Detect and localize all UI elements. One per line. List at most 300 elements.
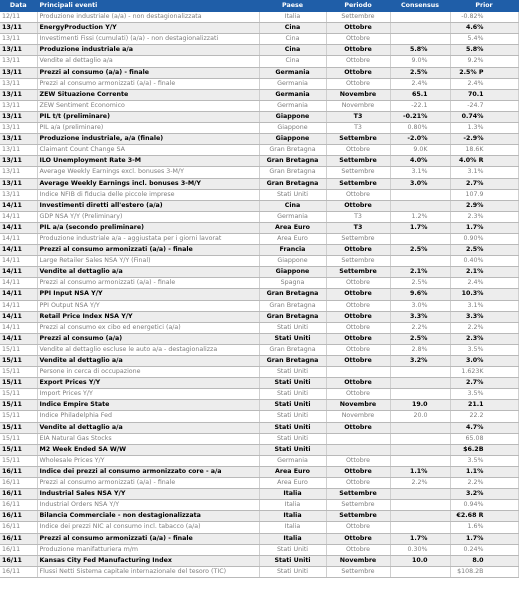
cell-consensus: 2.2% <box>390 322 450 333</box>
cell-period: Ottobre <box>326 189 390 200</box>
cell-date: 13/11 <box>0 34 37 45</box>
table-row <box>0 200 518 211</box>
cell-country: Stati Uniti <box>259 400 326 411</box>
table-row <box>0 411 518 422</box>
header-country: Paese <box>259 1 326 12</box>
cell-period: Settembre <box>326 500 390 511</box>
cell-period: Ottobre <box>326 200 390 211</box>
cell-event: Vendite al dettaglio escluse le auto a/a - destagionalizza <box>37 344 259 355</box>
cell-country: Stati Uniti <box>259 367 326 378</box>
cell-date: 15/11 <box>0 367 37 378</box>
cell-period: Settembre <box>326 566 390 577</box>
table-row <box>0 289 518 300</box>
table-row <box>0 256 518 267</box>
cell-period: Settembre <box>326 511 390 522</box>
cell-consensus: 10.0 <box>390 555 450 566</box>
cell-period: Novembre <box>326 89 390 100</box>
cell-event: Prezzi al consumo armonizzati (a/a) - finale <box>37 245 259 256</box>
cell-date: 13/11 <box>0 167 37 178</box>
cell-event: Indice dei prezzi NIC al consumo incl. tabacco (a/a) <box>37 522 259 533</box>
cell-country: Germania <box>259 100 326 111</box>
table-row <box>0 455 518 466</box>
table-row <box>0 478 518 489</box>
cell-event: Retail Price Index NSA Y/Y <box>37 311 259 322</box>
cell-period: Ottobre <box>326 245 390 256</box>
table-body <box>0 12 518 578</box>
cell-date: 12/11 <box>0 12 37 23</box>
cell-country: Italia <box>259 522 326 533</box>
cell-date: 15/11 <box>0 356 37 367</box>
cell-consensus: 1.1% <box>390 466 450 477</box>
cell-country: Stati Uniti <box>259 411 326 422</box>
table-row <box>0 400 518 411</box>
cell-event: EIA Natural Gas Stocks <box>37 433 259 444</box>
cell-consensus: 2.5% <box>390 333 450 344</box>
cell-date: 15/11 <box>0 422 37 433</box>
cell-prior: 2.9% <box>450 200 518 211</box>
cell-consensus: 4.0% <box>390 156 450 167</box>
cell-prior: 22.2 <box>450 411 518 422</box>
cell-consensus: 1.7% <box>390 533 450 544</box>
cell-consensus <box>390 378 450 389</box>
header-date: Data <box>0 1 37 12</box>
cell-event: Indice Empire State <box>37 400 259 411</box>
cell-date: 15/11 <box>0 444 37 455</box>
cell-date: 16/11 <box>0 511 37 522</box>
cell-date: 14/11 <box>0 256 37 267</box>
cell-event: ZEW Sentiment Economico <box>37 100 259 111</box>
cell-consensus: 5.8% <box>390 45 450 56</box>
table-row <box>0 555 518 566</box>
cell-event: Bilancia Commerciale - non destagionalizzata <box>37 511 259 522</box>
cell-country: Gran Bretagna <box>259 145 326 156</box>
cell-period: Ottobre <box>326 455 390 466</box>
header-consensus: Consensus <box>390 1 450 12</box>
cell-date: 13/11 <box>0 189 37 200</box>
cell-date: 13/11 <box>0 123 37 134</box>
table-row <box>0 267 518 278</box>
cell-date: 16/11 <box>0 544 37 555</box>
table-row <box>0 533 518 544</box>
cell-date: 16/11 <box>0 533 37 544</box>
cell-country: Cina <box>259 34 326 45</box>
cell-prior: 1.7% <box>450 222 518 233</box>
cell-prior: 0.74% <box>450 111 518 122</box>
table-row <box>0 156 518 167</box>
cell-prior: 2.4% <box>450 278 518 289</box>
cell-prior: 8.0 <box>450 555 518 566</box>
cell-country: Giappone <box>259 123 326 134</box>
table-row <box>0 100 518 111</box>
cell-date: 13/11 <box>0 100 37 111</box>
cell-prior: 3.2% <box>450 489 518 500</box>
table-row <box>0 422 518 433</box>
cell-period: Ottobre <box>326 78 390 89</box>
cell-country: Area Euro <box>259 466 326 477</box>
cell-event: Persone in cerca di occupazione <box>37 367 259 378</box>
cell-consensus <box>390 200 450 211</box>
header-period: Periodo <box>326 1 390 12</box>
cell-country: Italia <box>259 489 326 500</box>
cell-date: 14/11 <box>0 245 37 256</box>
cell-date: 16/11 <box>0 522 37 533</box>
cell-consensus: 9.6% <box>390 289 450 300</box>
table-row <box>0 178 518 189</box>
cell-date: 13/11 <box>0 67 37 78</box>
cell-event: Produzione industriale (a/a) - non destagionalizzata <box>37 12 259 23</box>
cell-period: Ottobre <box>326 522 390 533</box>
cell-period: Settembre <box>326 156 390 167</box>
cell-prior: 2.4% <box>450 78 518 89</box>
cell-consensus: 3.0% <box>390 178 450 189</box>
cell-country: Stati Uniti <box>259 322 326 333</box>
cell-period: Ottobre <box>326 289 390 300</box>
cell-date: 14/11 <box>0 222 37 233</box>
table-row <box>0 333 518 344</box>
cell-period: Ottobre <box>326 356 390 367</box>
cell-consensus <box>390 489 450 500</box>
cell-date: 14/11 <box>0 300 37 311</box>
cell-event: Prezzi al consumo armonizzati (a/a) - finale <box>37 278 259 289</box>
cell-event: GDP NSA Y/Y (Preliminary) <box>37 211 259 222</box>
cell-date: 13/11 <box>0 56 37 67</box>
cell-event: Produzione industriale a/a <box>37 45 259 56</box>
cell-period: Settembre <box>326 167 390 178</box>
cell-date: 15/11 <box>0 433 37 444</box>
cell-event: Large Retailer Sales NSA Y/Y (Final) <box>37 256 259 267</box>
cell-country: Francia <box>259 245 326 256</box>
cell-period <box>326 367 390 378</box>
cell-country: Gran Bretagna <box>259 289 326 300</box>
table-row <box>0 322 518 333</box>
table-row <box>0 367 518 378</box>
cell-event: Prezzi al consumo (a/a) - finale <box>37 67 259 78</box>
table-header-row <box>0 1 518 12</box>
cell-period <box>326 433 390 444</box>
cell-date: 14/11 <box>0 333 37 344</box>
cell-event: Prezzi al consumo armonizzati (a/a) - finale <box>37 478 259 489</box>
cell-prior: 2.7% <box>450 378 518 389</box>
cell-consensus: 2.8% <box>390 344 450 355</box>
cell-country: Cina <box>259 45 326 56</box>
cell-consensus <box>390 455 450 466</box>
cell-date: 13/11 <box>0 178 37 189</box>
cell-event: Claimant Count Change SA <box>37 145 259 156</box>
cell-period: Ottobre <box>326 23 390 34</box>
cell-event: PIL a/a (preliminare) <box>37 123 259 134</box>
cell-prior: 2.3% <box>450 211 518 222</box>
table-row <box>0 356 518 367</box>
cell-period: Settembre <box>326 256 390 267</box>
cell-country: Germania <box>259 67 326 78</box>
cell-event: PIL t/t (preliminare) <box>37 111 259 122</box>
cell-prior: 2.3% <box>450 333 518 344</box>
cell-event: Produzione manifatturiera m/m <box>37 544 259 555</box>
cell-country: Stati Uniti <box>259 444 326 455</box>
cell-event: PPI Output NSA Y/Y <box>37 300 259 311</box>
cell-prior: $108.2B <box>450 566 518 577</box>
cell-consensus <box>390 23 450 34</box>
cell-country: Germania <box>259 78 326 89</box>
cell-consensus: 9.0% <box>390 56 450 67</box>
cell-period: Ottobre <box>326 478 390 489</box>
cell-prior: 9.2% <box>450 56 518 67</box>
cell-date: 15/11 <box>0 400 37 411</box>
cell-country: Italia <box>259 511 326 522</box>
table-row <box>0 389 518 400</box>
cell-date: 16/11 <box>0 500 37 511</box>
cell-date: 14/11 <box>0 289 37 300</box>
cell-consensus: 20.0 <box>390 411 450 422</box>
cell-country: Gran Bretagna <box>259 167 326 178</box>
cell-date: 13/11 <box>0 89 37 100</box>
cell-consensus: 0.80% <box>390 123 450 134</box>
cell-event: Indice NFIB di fiducia delle piccole imprese <box>37 189 259 200</box>
cell-country: Giappone <box>259 267 326 278</box>
cell-prior: 2.5% P <box>450 67 518 78</box>
cell-prior: 4.7% <box>450 422 518 433</box>
cell-prior: 5.8% <box>450 45 518 56</box>
cell-consensus <box>390 233 450 244</box>
table-row <box>0 433 518 444</box>
cell-country: Stati Uniti <box>259 378 326 389</box>
cell-period: Ottobre <box>326 533 390 544</box>
cell-period: Ottobre <box>326 422 390 433</box>
cell-date: 15/11 <box>0 455 37 466</box>
cell-consensus: 0.30% <box>390 544 450 555</box>
header-event: Principali eventi <box>37 1 259 12</box>
cell-prior: -0.82% <box>450 12 518 23</box>
cell-event: Produzione industriale a/a - aggiustata per i giorni lavorat <box>37 233 259 244</box>
cell-country: Cina <box>259 56 326 67</box>
cell-consensus: 19.0 <box>390 400 450 411</box>
cell-prior: 3.5% <box>450 455 518 466</box>
cell-prior: 2.2% <box>450 478 518 489</box>
cell-prior: 3.5% <box>450 389 518 400</box>
cell-consensus: 2.4% <box>390 78 450 89</box>
table-row <box>0 67 518 78</box>
cell-country: Germania <box>259 211 326 222</box>
cell-event: Wholesale Prices Y/Y <box>37 455 259 466</box>
table-row <box>0 145 518 156</box>
table-row <box>0 89 518 100</box>
cell-event: Prezzi al consumo armonizzati (a/a) - finale <box>37 533 259 544</box>
cell-consensus: 1.7% <box>390 222 450 233</box>
cell-country: Area Euro <box>259 222 326 233</box>
cell-date: 15/11 <box>0 389 37 400</box>
cell-event: Produzione industriale, a/a (finale) <box>37 134 259 145</box>
table-row <box>0 466 518 477</box>
cell-consensus <box>390 389 450 400</box>
table-row <box>0 311 518 322</box>
cell-country: Gran Bretagna <box>259 344 326 355</box>
cell-consensus <box>390 367 450 378</box>
cell-country: Stati Uniti <box>259 566 326 577</box>
cell-country: Stati Uniti <box>259 422 326 433</box>
cell-event: Industrial Sales NSA Y/Y <box>37 489 259 500</box>
cell-date: 14/11 <box>0 211 37 222</box>
cell-consensus <box>390 444 450 455</box>
cell-event: Average Weekly Earnings incl. bonuses 3-M/Y <box>37 178 259 189</box>
cell-consensus: 3.1% <box>390 167 450 178</box>
cell-consensus <box>390 511 450 522</box>
header-prior: Prior <box>450 1 518 12</box>
cell-prior: 0.94% <box>450 500 518 511</box>
cell-period: Ottobre <box>326 378 390 389</box>
cell-prior: 5.4% <box>450 34 518 45</box>
cell-country: Giappone <box>259 111 326 122</box>
cell-prior: 10.3% <box>450 289 518 300</box>
cell-consensus: 2.5% <box>390 245 450 256</box>
table-row <box>0 278 518 289</box>
cell-period: Ottobre <box>326 67 390 78</box>
cell-period: T3 <box>326 111 390 122</box>
table-row <box>0 489 518 500</box>
cell-consensus <box>390 522 450 533</box>
table-row <box>0 378 518 389</box>
cell-prior: 3.0% <box>450 356 518 367</box>
cell-period: Ottobre <box>326 34 390 45</box>
cell-prior: 21.1 <box>450 400 518 411</box>
cell-period: Ottobre <box>326 45 390 56</box>
cell-consensus <box>390 433 450 444</box>
cell-country: Stati Uniti <box>259 189 326 200</box>
table-row <box>0 511 518 522</box>
cell-period: Ottobre <box>326 311 390 322</box>
cell-prior: 1.3% <box>450 123 518 134</box>
table-row <box>0 222 518 233</box>
cell-event: PPI Input NSA Y/Y <box>37 289 259 300</box>
cell-period: Novembre <box>326 411 390 422</box>
cell-event: Prezzi al consumo armonizzati (a/a) - finale <box>37 78 259 89</box>
cell-prior: $6.2B <box>450 444 518 455</box>
cell-date: 13/11 <box>0 23 37 34</box>
cell-prior: 1.6% <box>450 522 518 533</box>
cell-period: Ottobre <box>326 333 390 344</box>
cell-date: 14/11 <box>0 278 37 289</box>
cell-consensus <box>390 256 450 267</box>
cell-event: EnergyProduction Y/Y <box>37 23 259 34</box>
cell-period: Settembre <box>326 134 390 145</box>
cell-date: 13/11 <box>0 45 37 56</box>
cell-event: Vendite al dettaglio a/a <box>37 56 259 67</box>
cell-consensus: 2.5% <box>390 278 450 289</box>
cell-country: Stati Uniti <box>259 555 326 566</box>
cell-country: Giappone <box>259 256 326 267</box>
cell-prior: 0.24% <box>450 544 518 555</box>
table-row <box>0 566 518 577</box>
cell-prior: 2.1% <box>450 267 518 278</box>
table-row <box>0 211 518 222</box>
cell-period: Settembre <box>326 233 390 244</box>
cell-consensus: -22.1 <box>390 100 450 111</box>
table-row <box>0 344 518 355</box>
table-row <box>0 134 518 145</box>
cell-prior: 65.08 <box>450 433 518 444</box>
cell-date: 14/11 <box>0 267 37 278</box>
cell-date: 13/11 <box>0 156 37 167</box>
cell-prior: 107.9 <box>450 189 518 200</box>
cell-event: Prezzi al consumo ex cibo ed energetici (a/a) <box>37 322 259 333</box>
cell-consensus <box>390 422 450 433</box>
cell-prior: 1.7% <box>450 533 518 544</box>
cell-period: T3 <box>326 211 390 222</box>
cell-country: Stati Uniti <box>259 544 326 555</box>
cell-consensus <box>390 566 450 577</box>
cell-country: Area Euro <box>259 478 326 489</box>
cell-country: Gran Bretagna <box>259 300 326 311</box>
cell-prior: 2.2% <box>450 322 518 333</box>
cell-period: Ottobre <box>326 278 390 289</box>
cell-consensus: 3.3% <box>390 311 450 322</box>
cell-country: Italia <box>259 12 326 23</box>
cell-date: 16/11 <box>0 555 37 566</box>
table-row <box>0 544 518 555</box>
cell-event: Flussi Netti Sistema capitale internazionale del tesoro (TIC) <box>37 566 259 577</box>
cell-consensus <box>390 500 450 511</box>
cell-consensus: 3.2% <box>390 356 450 367</box>
cell-country: Germania <box>259 89 326 100</box>
cell-date: 13/11 <box>0 78 37 89</box>
cell-period: Ottobre <box>326 466 390 477</box>
table-row <box>0 233 518 244</box>
cell-date: 13/11 <box>0 134 37 145</box>
table-row <box>0 78 518 89</box>
cell-country: Stati Uniti <box>259 389 326 400</box>
cell-event: Prezzi al consumo (a/a) <box>37 333 259 344</box>
cell-period: Ottobre <box>326 389 390 400</box>
cell-period: Settembre <box>326 267 390 278</box>
cell-country: Gran Bretagna <box>259 356 326 367</box>
cell-consensus: 2.1% <box>390 267 450 278</box>
cell-date: 15/11 <box>0 378 37 389</box>
cell-prior: €2.68 R <box>450 511 518 522</box>
cell-period: T3 <box>326 222 390 233</box>
cell-date: 15/11 <box>0 344 37 355</box>
cell-period: Settembre <box>326 489 390 500</box>
cell-prior: 18.6K <box>450 145 518 156</box>
cell-prior: -24.7 <box>450 100 518 111</box>
cell-prior: 2.7% <box>450 178 518 189</box>
cell-country: Stati Uniti <box>259 333 326 344</box>
cell-country: Gran Bretagna <box>259 178 326 189</box>
cell-prior: 70.1 <box>450 89 518 100</box>
cell-date: 15/11 <box>0 411 37 422</box>
cell-period: Ottobre <box>326 300 390 311</box>
table-row <box>0 111 518 122</box>
cell-date: 13/11 <box>0 111 37 122</box>
cell-date: 16/11 <box>0 566 37 577</box>
cell-event: Indice Philadelphia Fed <box>37 411 259 422</box>
cell-event: Import Prices Y/Y <box>37 389 259 400</box>
cell-consensus: 2.5% <box>390 67 450 78</box>
cell-consensus: -0.21% <box>390 111 450 122</box>
cell-country: Giappone <box>259 134 326 145</box>
cell-date: 16/11 <box>0 478 37 489</box>
cell-date: 13/11 <box>0 145 37 156</box>
table-row <box>0 300 518 311</box>
cell-prior: 3.1% <box>450 300 518 311</box>
cell-prior: 0.40% <box>450 256 518 267</box>
cell-event: Investimenti Fissi (cumulati) (a/a) - non destagionalizzati <box>37 34 259 45</box>
cell-event: ILO Unemployment Rate 3-M <box>37 156 259 167</box>
cell-date: 16/11 <box>0 466 37 477</box>
table-row <box>0 522 518 533</box>
cell-event: Vendite al dettaglio a/a <box>37 267 259 278</box>
cell-consensus <box>390 34 450 45</box>
cell-prior: 3.1% <box>450 167 518 178</box>
cell-consensus <box>390 12 450 23</box>
